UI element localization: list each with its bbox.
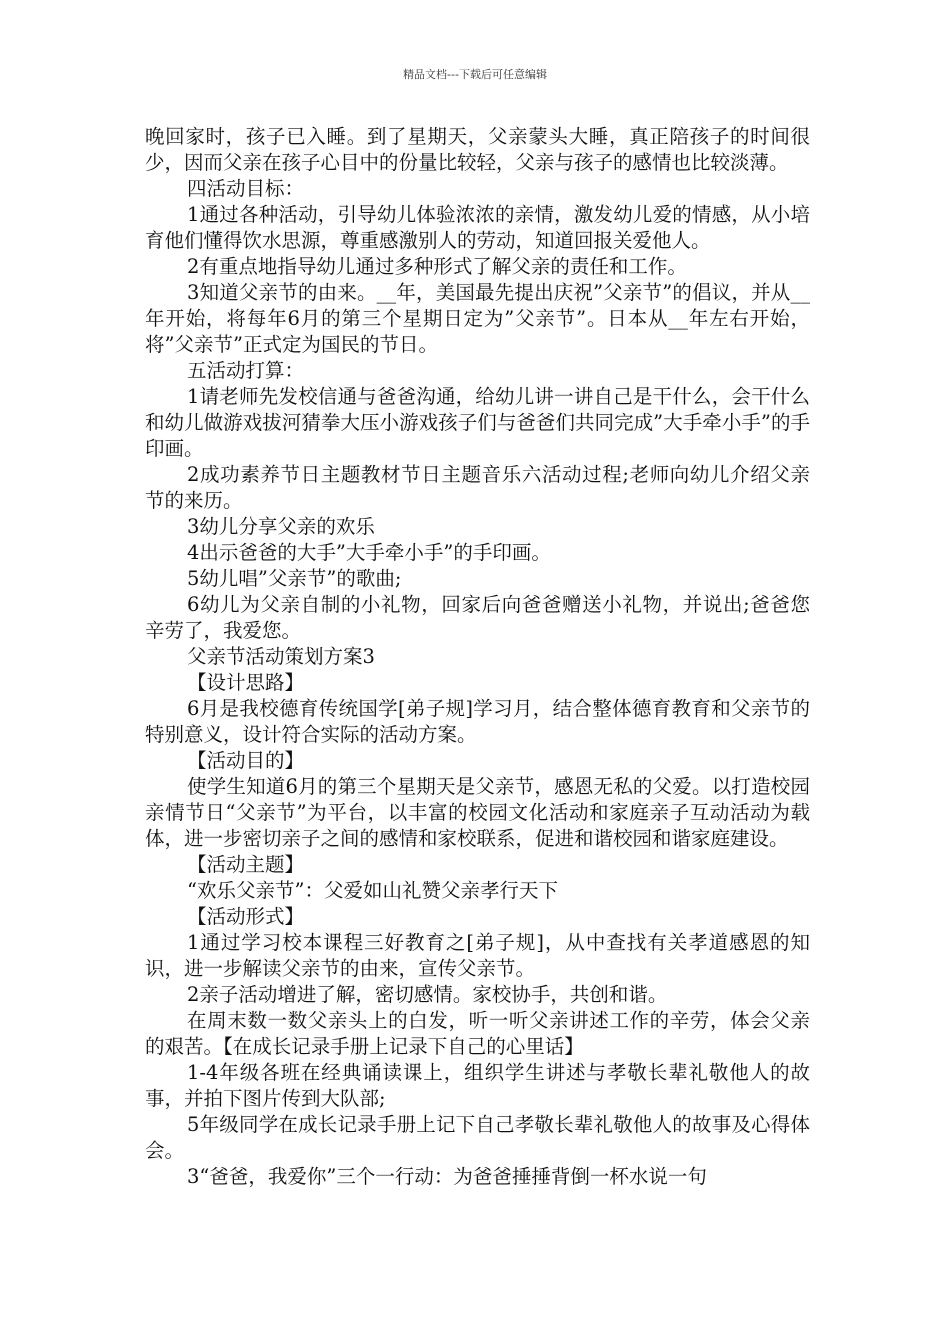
paragraph: 6幼儿为父亲自制的小礼物，回家后向爸爸赠送小礼物，并说出;爸爸您辛劳了，我爱您。 bbox=[145, 593, 810, 642]
document-body bbox=[145, 124, 810, 1190]
paragraph: 2有重点地指导幼儿通过多种形式了解父亲的责任和工作。 bbox=[187, 255, 687, 278]
paragraph: 【设计思路】 bbox=[187, 671, 305, 694]
paragraph: 1请老师先发校信通与爸爸沟通，给幼儿讲一讲自己是干什么，会干什么和幼儿做游戏拔河猜拳大压小游戏孩子们与爸爸们共同完成”大手牵小手”的手印画。 bbox=[145, 385, 810, 460]
paragraph: 3“爸爸，我爱你”三个一行动：为爸爸捶捶背倒一杯水说一句 bbox=[187, 1165, 707, 1188]
paragraph: 【活动形式】 bbox=[187, 905, 305, 928]
paragraph: 晚回家时，孩子已入睡。到了星期天，父亲蒙头大睡，真正陪孩子的时间很少，因而父亲在孩子心目中的份量比较轻，父亲与孩子的感情也比较淡薄。 bbox=[145, 125, 810, 174]
paragraph: 四活动目标： bbox=[187, 177, 305, 200]
page-header: 精品文档---下载后可任意编辑 bbox=[403, 68, 547, 81]
paragraph: 五活动打算： bbox=[187, 359, 305, 382]
paragraph: 2亲子活动增进了解，密切感情。家校协手，共创和谐。 bbox=[187, 983, 668, 1006]
paragraph: 6月是我校德育传统国学[弟子规]学习月，结合整体德育教育和父亲节的特别意义，设计符合实际的活动方案。 bbox=[145, 697, 810, 746]
paragraph: 5幼儿唱”父亲节”的歌曲; bbox=[187, 567, 402, 590]
paragraph: 【活动目的】 bbox=[187, 749, 305, 772]
paragraph: 在周末数一数父亲头上的白发，听一听父亲讲述工作的辛劳，体会父亲的艰苦。【在成长记录手册上记录下自己的心里话】 bbox=[145, 1009, 810, 1058]
paragraph: 1-4年级各班在经典诵读课上，组织学生讲述与孝敬长辈礼敬他人的故事，并拍下图片传到大队部; bbox=[145, 1061, 810, 1110]
paragraph: “欢乐父亲节”：父爱如山礼赞父亲孝行天下 bbox=[187, 879, 558, 902]
paragraph: 3幼儿分享父亲的欢乐 bbox=[187, 515, 375, 538]
paragraph: 4出示爸爸的大手”大手牵小手”的手印画。 bbox=[187, 541, 551, 564]
paragraph: 1通过学习校本课程三好教育之[弟子规]，从中查找有关孝道感恩的知识，进一步解读父亲节的由来，宣传父亲节。 bbox=[145, 931, 810, 980]
paragraph: 2成功素养节日主题教材节日主题音乐六活动过程;老师向幼儿介绍父亲节的来历。 bbox=[145, 463, 810, 512]
paragraph: 3知道父亲节的由来。__年，美国最先提出庆祝”父亲节”的倡议，并从__年开始，将每年6月的第三个星期日定为”父亲节”。日本从__年左右开始，将”父亲节”正式定为国民的节日。 bbox=[145, 281, 810, 356]
paragraph: 1通过各种活动，引导幼儿体验浓浓的亲情，激发幼儿爱的情感，从小培育他们懂得饮水思源，尊重感激别人的劳动，知道回报关爱他人。 bbox=[145, 203, 810, 252]
paragraph: 【活动主题】 bbox=[187, 853, 305, 876]
paragraph: 5年级同学在成长记录手册上记下自己孝敬长辈礼敬他人的故事及心得体会。 bbox=[145, 1113, 810, 1162]
paragraph: 使学生知道6月的第三个星期天是父亲节，感恩无私的父爱。以打造校园亲情节日“父亲节”为平台，以丰富的校园文化活动和家庭亲子互动活动为载体，进一步密切亲子之间的感情和家校联系，促进和谐校园和谐家庭建设。 bbox=[145, 775, 810, 850]
paragraph: 父亲节活动策划方案3 bbox=[187, 645, 375, 668]
